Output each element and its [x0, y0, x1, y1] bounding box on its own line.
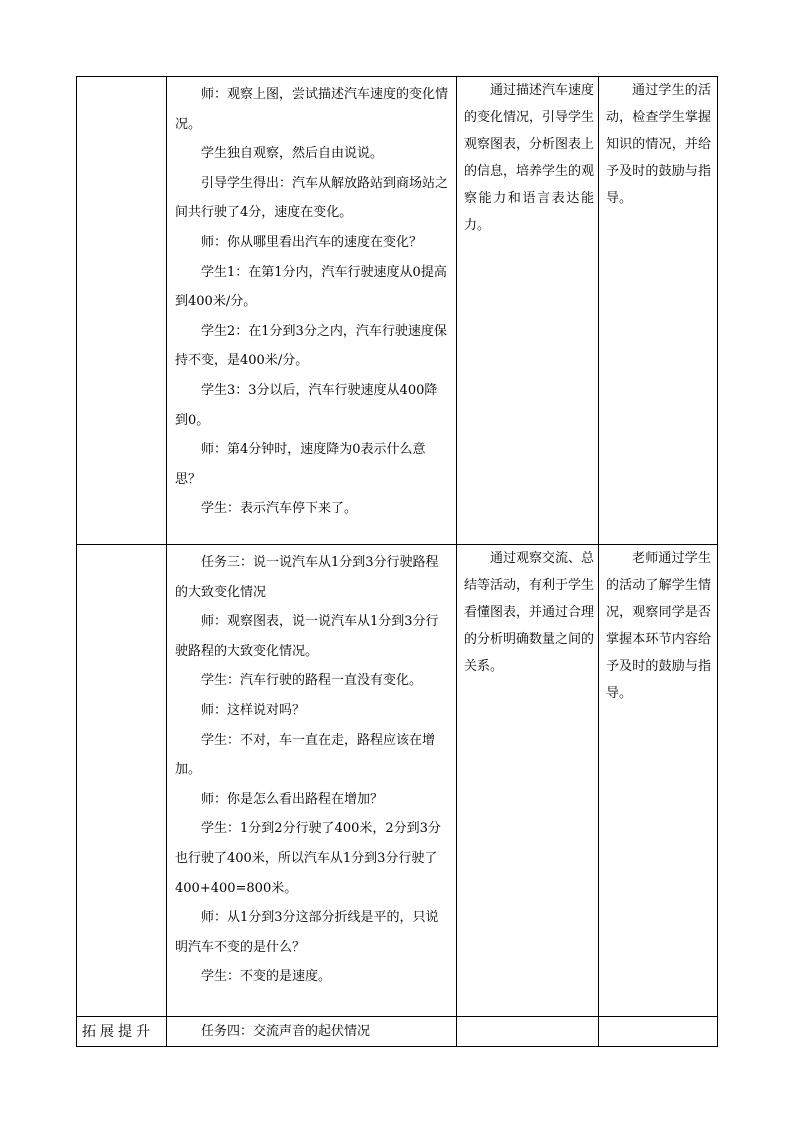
assessment-text: 通过学生的活动，检查学生掌握知识的情况，并给予及时的鼓励与指导。 — [606, 83, 711, 206]
stage-cell — [77, 545, 167, 1017]
assessment-cell — [599, 1017, 718, 1047]
dialogue-line: 学生：表示汽车停下来了。 — [201, 501, 358, 517]
dialogue-line: 师：观察图表，说一说汽车从1分到3分行驶路程的大致变化情况。 — [175, 614, 439, 659]
stage-cell — [77, 77, 167, 545]
assessment-text: 老师通过学生的活动了解学生情况，观察同学是否掌握本环节内容给予及时的鼓励与指导。 — [606, 551, 711, 701]
dialogue-line: 学生2：在1分到3分之内，汽车行驶速度保持不变，是400米/分。 — [175, 323, 447, 369]
lesson-plan-table — [76, 76, 718, 1047]
dialogue-block — [167, 77, 456, 524]
assessment-cell — [599, 77, 718, 545]
teaching-process-cell — [167, 545, 457, 1017]
dialogue-line: 任务三：说一说汽车从1分到3分行驶路程的大致变化情况 — [175, 555, 439, 600]
dialogue-line: 师：从1分到3分这部分折线是平的，只说明汽车不变的是什么？ — [175, 910, 439, 955]
dialogue-line: 引导学生得出：汽车从解放路站到商场站之间共行驶了4分，速度在变化。 — [175, 175, 449, 221]
dialogue-line: 师：第4分钟时，速度降为0表示什么意思？ — [175, 442, 426, 487]
dialogue-line: 师：你是怎么看出路程在增加？ — [201, 791, 384, 807]
dialogue-line: 师：你从哪里看出汽车的速度在变化？ — [201, 234, 423, 250]
design-intent-text: 通过描述汽车速度的变化情况，引导学生观察图表，分析图表上的信息，培养学生的观察能力和语言表达能力。 — [464, 83, 595, 233]
dialogue-line: 师：观察上图，尝试描述汽车速度的变化情况。 — [175, 87, 449, 132]
design-intent-cell — [457, 545, 599, 1017]
stage-cell — [77, 1017, 167, 1047]
table-row — [77, 1017, 718, 1047]
teaching-process-cell — [167, 77, 457, 545]
stage-label: 拓展提升 — [82, 1024, 154, 1040]
dialogue-line: 学生1：在第1分内，汽车行驶速度从0提高到400米/分。 — [175, 264, 447, 310]
design-intent-cell — [457, 1017, 599, 1047]
dialogue-line: 学生：不变的是速度。 — [201, 969, 332, 985]
assessment-cell — [599, 545, 718, 1017]
dialogue-line: 学生：1分到2分行驶了400米，2分到3分也行驶了400米，所以汽车从1分到3分行驶了400+400=800米。 — [175, 821, 441, 896]
table-row — [77, 77, 718, 545]
task-heading: 任务四：交流声音的起伏情况 — [201, 1024, 371, 1039]
dialogue-line: 师：这样说对吗？ — [201, 702, 306, 718]
dialogue-line: 学生3：3分以后，汽车行驶速度从400降到0。 — [175, 382, 438, 428]
design-intent-text: 通过观察交流、总结等活动，有利于学生看懂图表，并通过合理的分析明确数量之间的关系。 — [464, 551, 595, 674]
dialogue-line: 学生：不对，车一直在走，路程应该在增加。 — [175, 732, 436, 778]
table-row — [77, 545, 718, 1017]
dialogue-block — [167, 545, 456, 992]
dialogue-line: 学生独自观察，然后自由说说。 — [201, 146, 384, 162]
teaching-process-cell — [167, 1017, 457, 1047]
design-intent-cell — [457, 77, 599, 545]
dialogue-line: 学生：汽车行驶的路程一直没有变化。 — [201, 673, 423, 689]
